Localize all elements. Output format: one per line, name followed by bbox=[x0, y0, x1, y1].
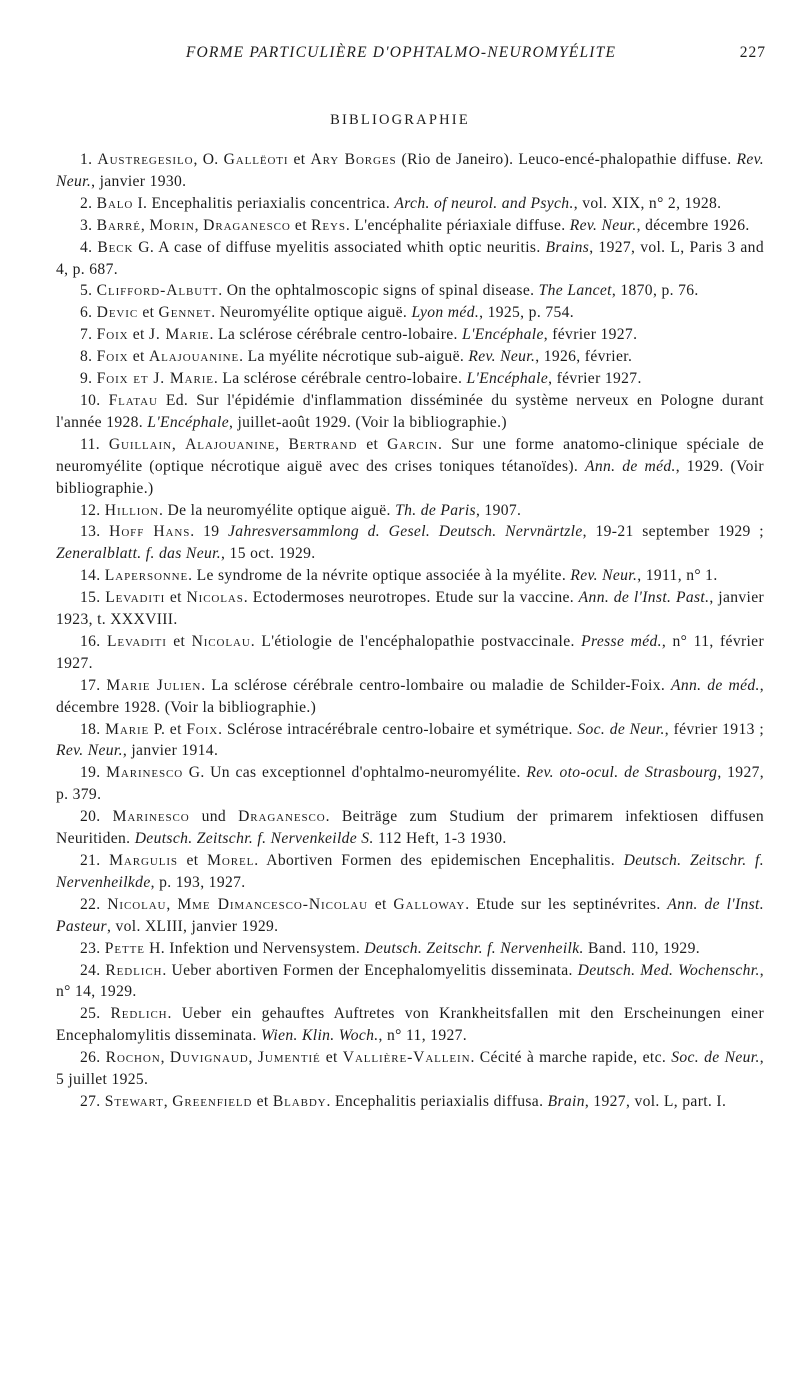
source-title: L'Encéphale bbox=[147, 413, 229, 431]
source-title: Deutsch. Zeitschr. f. Nervenheilk. bbox=[364, 939, 584, 957]
author-name: Rochon bbox=[105, 1049, 161, 1067]
entry-text: G. Un cas exceptionnel d'ophtalmo-neuromyélite. bbox=[183, 764, 527, 782]
author-name: Barré bbox=[96, 216, 141, 234]
entry-text: , 15 oct. 1929. bbox=[221, 545, 316, 563]
author-name: Alajouanine bbox=[148, 348, 240, 366]
author-name: Lapersonne bbox=[104, 567, 189, 585]
bibliography-entry bbox=[56, 215, 764, 237]
author-name: Hoff Hans bbox=[109, 523, 191, 541]
bibliography-entry bbox=[56, 675, 764, 719]
entry-text: , vol. XIX, n° 2, 1928. bbox=[573, 194, 722, 212]
entry-text: et bbox=[138, 304, 159, 322]
author-name: Redlich bbox=[105, 961, 163, 979]
entry-text: , n° 11, février 1927. bbox=[56, 632, 764, 672]
source-title: Ann. de l'Inst. Pasteur bbox=[56, 895, 764, 935]
source-title: Soc. de Neur. bbox=[577, 720, 665, 738]
entry-text: , bbox=[140, 216, 150, 234]
entry-text: 22. bbox=[80, 895, 108, 913]
entry-text: (Rio de Janeiro). Leuco-encé-phalopathie diffuse. bbox=[396, 151, 737, 168]
author-name: Levaditi bbox=[105, 589, 166, 607]
bibliography-entry bbox=[56, 521, 764, 565]
author-name: Foix bbox=[96, 348, 129, 366]
bibliography-entry bbox=[56, 1091, 764, 1113]
author-name: Stewart bbox=[104, 1092, 164, 1110]
source-title: The Lancet bbox=[538, 282, 612, 300]
entry-text: 23. bbox=[80, 939, 105, 957]
bibliography-entry bbox=[56, 149, 764, 193]
source-title: Jahresversammlong d. Gesel. Deutsch. Nervnärtzle bbox=[228, 523, 583, 541]
entry-text: et bbox=[165, 589, 187, 607]
entry-text: 3. bbox=[80, 216, 97, 234]
source-title: Rev. Neur. bbox=[468, 348, 536, 366]
entry-text: , p. 193, 1927. bbox=[150, 873, 246, 891]
source-title: Ann. de l'Inst. Past. bbox=[578, 589, 710, 607]
entry-text: , décembre 1928. (Voir la bibliographie.) bbox=[56, 676, 764, 716]
bibliography-entry bbox=[56, 193, 764, 215]
author-name: Draganesco bbox=[238, 808, 326, 826]
entry-text: 27. bbox=[80, 1092, 105, 1110]
entry-text: , bbox=[166, 895, 178, 913]
entry-text: . De la neuromyélite optique aiguë. bbox=[159, 501, 396, 519]
source-title: Ann. de méd. bbox=[670, 676, 760, 694]
bibliography-entry bbox=[56, 938, 764, 960]
entry-text: , bbox=[163, 1092, 173, 1110]
author-name: Foix bbox=[186, 720, 219, 738]
entry-text: et bbox=[357, 435, 388, 453]
source-title: Deutsch. Zeitschr. f. Nervenkeilde S. bbox=[134, 830, 374, 848]
author-name: Ary Borges bbox=[310, 151, 397, 168]
author-name: Nicolau bbox=[191, 632, 251, 650]
entry-text: 10. bbox=[80, 391, 109, 409]
entry-text: 25. bbox=[80, 1005, 111, 1023]
entry-text: . L'encéphalite périaxiale diffuse. bbox=[345, 216, 570, 234]
entry-text: , février 1927. bbox=[548, 370, 642, 388]
author-name: Devic bbox=[96, 304, 139, 322]
source-title: Lyon méd. bbox=[411, 304, 480, 322]
entry-text: 26. bbox=[80, 1049, 106, 1067]
bibliography-entry bbox=[56, 1003, 764, 1047]
bibliography-entry bbox=[56, 850, 764, 894]
entry-text: , janvier 1930. bbox=[91, 172, 187, 190]
entry-text: , décembre 1926. bbox=[636, 216, 750, 234]
author-name: Mme Dimancesco-Nicolau bbox=[177, 895, 368, 913]
author-name: Foix bbox=[96, 326, 129, 344]
entry-text: H. Infektion und Nervensystem. bbox=[144, 939, 365, 957]
entry-text: . Encephalitis periaxialis diffusa. bbox=[326, 1092, 548, 1110]
entry-text: 112 Heft, 1-3 1930. bbox=[373, 830, 507, 848]
bibliography-list bbox=[56, 149, 764, 1113]
author-name: Morel bbox=[207, 852, 255, 869]
source-title: L'Encéphale bbox=[466, 370, 549, 388]
source-title: Rev. Neur. bbox=[56, 742, 123, 760]
bibliography-entry bbox=[56, 324, 764, 346]
author-name: Austregesilo bbox=[97, 151, 194, 168]
entry-text: , O. bbox=[193, 151, 224, 168]
bibliography-entry bbox=[56, 302, 764, 324]
author-name: Reys bbox=[311, 216, 346, 234]
entry-text: 9. bbox=[80, 370, 97, 388]
bibliography-entry bbox=[56, 762, 764, 806]
entry-text: . Sur une forme anatomo-clinique spéciale de neuromyélite (optique nécrotique aiguë avec des crises toniques tétanoïdes). bbox=[56, 435, 765, 475]
entry-text: . Ueber ein gehauftes Auftretes von Krankheitsfallen mit den Erscheinungen einer Encephalomylitis disseminata. bbox=[56, 1005, 764, 1045]
source-title: Presse méd. bbox=[581, 632, 662, 650]
author-name: Hillion bbox=[104, 501, 160, 519]
author-name: Jumentié bbox=[257, 1049, 321, 1067]
entry-text: 19. bbox=[80, 764, 107, 782]
entry-text: , bbox=[171, 435, 186, 453]
bibliography-entry bbox=[56, 719, 764, 763]
author-name: Gennet bbox=[158, 304, 212, 322]
author-name: Gallëoti bbox=[223, 151, 289, 168]
entry-text: P. et bbox=[149, 720, 187, 738]
entry-text: . Ueber abortiven Formen der Encephalomyelitis disseminata. bbox=[162, 961, 578, 979]
entry-text: 16. bbox=[80, 632, 107, 650]
source-title: Rev. oto-ocul. de Strasbourg bbox=[526, 764, 718, 782]
entry-text: 7. bbox=[80, 326, 97, 344]
running-head-title: FORME PARTICULIÈRE D'OPHTALMO-NEUROMYÉLITE bbox=[185, 44, 617, 61]
entry-text: 20. bbox=[80, 808, 113, 826]
entry-text: , février 1913 ; bbox=[664, 720, 764, 738]
entry-text: et bbox=[128, 348, 149, 366]
bibliography-entry bbox=[56, 500, 764, 522]
entry-text: . La sclérose cérébrale centro-lobaire. bbox=[209, 326, 463, 344]
source-title: Wien. Klin. Woch. bbox=[260, 1027, 379, 1045]
author-name: Marinesco bbox=[112, 808, 190, 826]
bibliography-entry bbox=[56, 390, 764, 434]
entry-text: . La sclérose cérébrale centro-lombaire ou maladie de Schilder-Foix. bbox=[201, 676, 671, 694]
source-title: Rev. Neur. bbox=[569, 216, 637, 234]
entry-text: und bbox=[189, 808, 239, 826]
entry-text: 2. bbox=[80, 194, 97, 212]
entry-text: 8. bbox=[80, 348, 97, 366]
author-name: Beck bbox=[97, 238, 134, 256]
entry-text: . Neuromyélite optique aiguë. bbox=[211, 304, 412, 322]
author-name: Draganesco bbox=[203, 216, 291, 234]
entry-text: , janvier 1914. bbox=[122, 742, 219, 760]
entry-text: . Sclérose intracérébrale centro-lobaire et symétrique. bbox=[218, 720, 578, 738]
source-title: Deutsch. Med. Wochenschr. bbox=[577, 961, 760, 979]
author-name: Nicolas bbox=[186, 589, 244, 607]
author-name: Nicolau bbox=[107, 895, 167, 913]
author-name: Marinesco bbox=[106, 764, 184, 782]
author-name: Pette bbox=[104, 939, 145, 957]
entry-text: . Etude sur les septinévrites. bbox=[465, 895, 668, 913]
entry-text: . On the ophtalmoscopic signs of spinal disease. bbox=[218, 282, 539, 300]
author-name: Guillain bbox=[108, 435, 172, 453]
author-name: Garcin bbox=[387, 435, 438, 453]
source-title: Brains bbox=[545, 238, 590, 256]
source-title: Brain bbox=[547, 1092, 585, 1110]
entry-text: 5. bbox=[80, 282, 97, 300]
entry-text: . L'étiologie de l'encéphalopathie postvaccinale. bbox=[250, 632, 582, 650]
entry-text: , 1926, février. bbox=[535, 348, 633, 366]
entry-text: 12. bbox=[80, 501, 105, 519]
entry-text: , juillet-août 1929. (Voir la bibliographie.) bbox=[228, 413, 507, 431]
entry-text: 4. bbox=[80, 238, 98, 256]
entry-text: 17. bbox=[80, 676, 107, 694]
entry-text: 24. bbox=[80, 961, 106, 979]
author-name: Redlich bbox=[110, 1005, 168, 1023]
author-name: Foix et J. Marie bbox=[96, 370, 214, 388]
entry-text: , n° 14, 1929. bbox=[56, 961, 764, 1001]
author-name: Levaditi bbox=[106, 632, 167, 650]
entry-text: et bbox=[128, 326, 149, 344]
author-name: Galloway bbox=[393, 895, 466, 913]
entry-text: , 1927, vol. L, part. I. bbox=[584, 1092, 727, 1110]
entry-text: Ed. Sur l'épidémie d'inflammation disséminée du système nerveux en Pologne durant l'année 1928. bbox=[56, 391, 764, 431]
entry-text: , vol. XLIII, janvier 1929. bbox=[106, 917, 279, 935]
source-title: Arch. of neurol. and Psych. bbox=[394, 194, 574, 212]
entry-text: , 19-21 september 1929 ; bbox=[582, 523, 764, 541]
bibliography-entry bbox=[56, 565, 764, 587]
author-name: Clifford-Albutt bbox=[96, 282, 219, 300]
bibliography-entry bbox=[56, 806, 764, 850]
author-name: Duvignaud bbox=[169, 1049, 249, 1067]
entry-text: et bbox=[367, 895, 394, 913]
entry-text: 1. bbox=[80, 151, 98, 168]
source-title: Th. de Paris bbox=[395, 501, 476, 519]
bibliography-entry bbox=[56, 894, 764, 938]
entry-text: , 1927, p. 379. bbox=[56, 764, 764, 804]
entry-text: 15. bbox=[80, 589, 106, 607]
entry-text: . La sclérose cérébrale centro-lobaire. bbox=[213, 370, 467, 388]
entry-text: et bbox=[290, 216, 312, 234]
entry-text: et bbox=[252, 1092, 273, 1110]
bibliography-entry bbox=[56, 587, 764, 631]
entry-text: , 5 juillet 1925. bbox=[56, 1049, 764, 1089]
entry-text: . Abortiven Formen des epidemischen Encephalitis. bbox=[254, 852, 624, 869]
author-name: Balo bbox=[96, 194, 134, 212]
entry-text: , n° 11, 1927. bbox=[378, 1027, 468, 1045]
author-name: Greenfield bbox=[172, 1092, 253, 1110]
entry-text: et bbox=[166, 632, 192, 650]
entry-text: 14. bbox=[80, 567, 105, 585]
entry-text: , 1911, n° 1. bbox=[637, 567, 718, 585]
entry-text: , janvier 1923, t. XXXVIII. bbox=[56, 589, 765, 629]
entry-text: , bbox=[275, 435, 289, 453]
bibliography-entry bbox=[56, 960, 764, 1004]
source-title: Soc. de Neur. bbox=[671, 1049, 760, 1067]
entry-text: et bbox=[320, 1049, 343, 1067]
entry-text: 6. bbox=[80, 304, 97, 322]
author-name: Alajouanine bbox=[185, 435, 276, 453]
entry-text: . La myélite nécrotique sub-aiguë. bbox=[239, 348, 469, 366]
entry-text: , bbox=[248, 1049, 258, 1067]
bibliography-entry bbox=[56, 346, 764, 368]
entry-text: 11. bbox=[80, 435, 109, 453]
entry-text: , 1929. (Voir bibliographie.) bbox=[56, 457, 764, 497]
entry-text: et bbox=[288, 151, 311, 168]
author-name: Morin bbox=[149, 216, 195, 234]
entry-text: , 1925, p. 754. bbox=[479, 304, 575, 322]
entry-text: I. Encephalitis periaxialis concentrica. bbox=[133, 194, 395, 212]
author-name: Margulis bbox=[109, 852, 178, 869]
bibliography-entry bbox=[56, 280, 764, 302]
entry-text: , 1870, p. 76. bbox=[611, 282, 699, 300]
entry-text: 18. bbox=[80, 720, 106, 738]
author-name: Vallière-Vallein bbox=[342, 1049, 471, 1067]
source-title: Deutsch. Zeitschr. f. Nervenheilkde bbox=[56, 852, 764, 891]
entry-text: Band. 110, 1929. bbox=[583, 939, 700, 957]
author-name: Bertrand bbox=[288, 435, 358, 453]
entry-text: 13. bbox=[80, 523, 110, 541]
entry-text: G. A case of diffuse myelitis associated whith optic neuritis. bbox=[133, 238, 546, 256]
author-name: J. Marie bbox=[148, 326, 210, 344]
bibliography-entry bbox=[56, 631, 764, 675]
bibliography-entry bbox=[56, 434, 764, 500]
source-title: L'Encéphale bbox=[462, 326, 544, 344]
entry-text: . Beiträge zum Studium der primarem infektiosen diffusen Neuritiden. bbox=[56, 808, 765, 848]
bibliography-entry bbox=[56, 368, 764, 390]
entry-text: et bbox=[177, 852, 208, 869]
source-title: Rev. Neur. bbox=[56, 151, 764, 190]
author-name: Blabdy bbox=[272, 1092, 327, 1110]
source-title: Zeneralblatt. f. das Neur. bbox=[56, 545, 222, 563]
entry-text: , février 1927. bbox=[543, 326, 638, 344]
bibliography-entry bbox=[56, 1047, 764, 1091]
entry-text: , 1927, vol. L, Paris 3 and 4, p. 687. bbox=[56, 238, 764, 278]
entry-text: . Le syndrome de la névrite optique associée à la myélite. bbox=[188, 567, 571, 585]
page-number: 227 bbox=[739, 44, 766, 61]
author-name: Marie Julien bbox=[106, 676, 202, 694]
entry-text: , 1907. bbox=[475, 501, 522, 519]
entry-text: . Ectodermoses neurotropes. Etude sur la vaccine. bbox=[243, 589, 579, 607]
bibliography-entry bbox=[56, 237, 764, 281]
author-name: Flatau bbox=[108, 391, 158, 409]
source-title: Rev. Neur. bbox=[570, 567, 638, 585]
entry-text: . Cécité à marche rapide, etc. bbox=[470, 1049, 672, 1067]
entry-text: . 19 bbox=[190, 523, 229, 541]
entry-text: , bbox=[160, 1049, 170, 1067]
source-title: Ann. de méd. bbox=[584, 457, 676, 475]
entry-text: 21. bbox=[80, 852, 110, 869]
section-heading: BIBLIOGRAPHIE bbox=[330, 112, 470, 128]
entry-text: , bbox=[194, 216, 204, 234]
author-name: Marie bbox=[105, 720, 150, 738]
